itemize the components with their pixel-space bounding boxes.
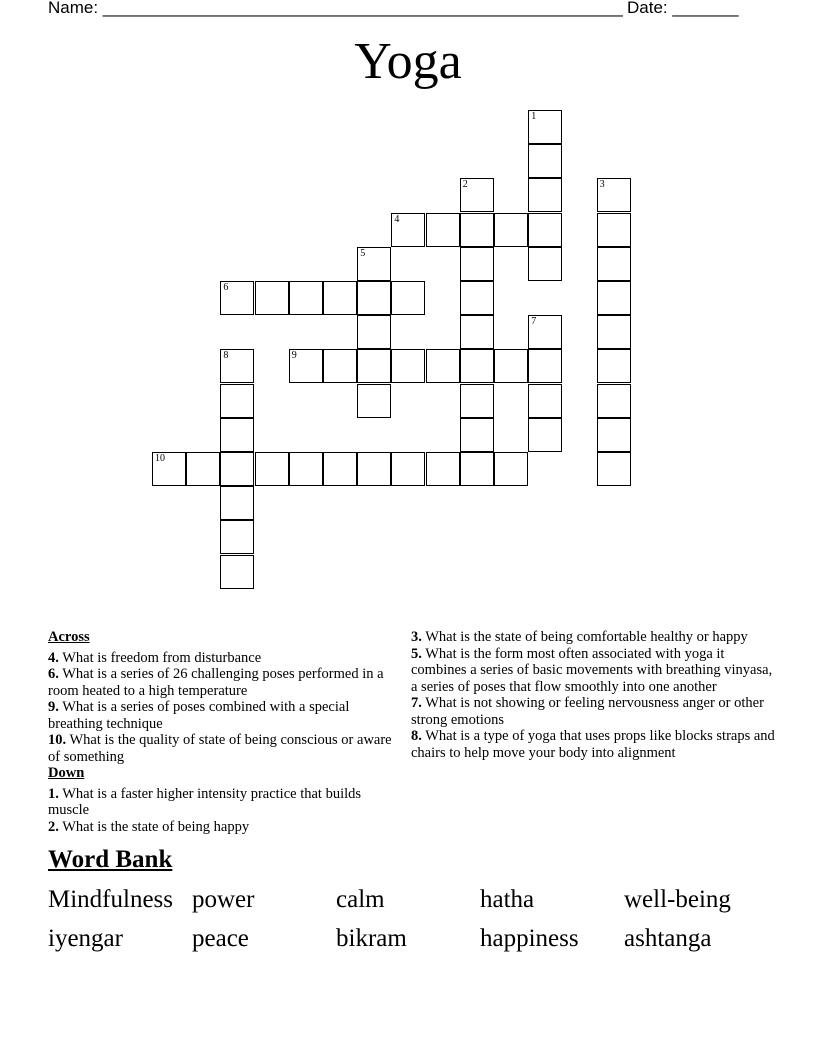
- crossword-cell[interactable]: [323, 281, 357, 315]
- crossword-cell[interactable]: [289, 452, 323, 486]
- word-bank-row: [48, 919, 808, 958]
- crossword-cell[interactable]: [528, 384, 562, 418]
- clues-right-column: [411, 629, 781, 761]
- crossword-cell[interactable]: [460, 349, 494, 383]
- clue-number: 3: [599, 179, 605, 191]
- crossword-cell[interactable]: [289, 281, 323, 315]
- across-heading: Across: [48, 629, 90, 645]
- crossword-cell[interactable]: [597, 281, 631, 315]
- crossword-cell[interactable]: [323, 349, 357, 383]
- word-bank: [48, 880, 808, 958]
- crossword-cell[interactable]: [528, 315, 562, 349]
- crossword-cell[interactable]: [220, 349, 254, 383]
- crossword-cell[interactable]: [426, 213, 460, 247]
- crossword-cell[interactable]: [391, 349, 425, 383]
- crossword-cell[interactable]: [597, 315, 631, 349]
- crossword-cell[interactable]: [460, 384, 494, 418]
- clue-number: 2: [462, 179, 468, 191]
- word-bank-item: peace: [192, 924, 249, 952]
- down-heading: Down: [48, 765, 85, 781]
- word-bank-item: power: [192, 885, 255, 913]
- crossword-cell[interactable]: [357, 315, 391, 349]
- down-clue-3: 3. What is the state of being comfortable healthy or happy: [411, 629, 748, 645]
- down-clue-1: 1. What is a faster higher intensity practice that builds muscle: [48, 785, 362, 818]
- word-bank-item: Mindfulness: [48, 885, 173, 913]
- word-bank-item: hatha: [480, 885, 535, 913]
- crossword-cell[interactable]: [220, 418, 254, 452]
- crossword-cell[interactable]: [152, 452, 186, 486]
- crossword-cell[interactable]: [357, 247, 391, 281]
- crossword-cell[interactable]: [597, 178, 631, 212]
- across-clue-6: 6. What is a series of 26 challenging poses performed in a room heated to a high temperature: [48, 666, 384, 699]
- crossword-cell[interactable]: [528, 247, 562, 281]
- across-clue-10: 10. What is the quality of state of being conscious or aware of something: [48, 732, 392, 765]
- clue-number: 6: [223, 282, 229, 293]
- crossword-cell[interactable]: [528, 418, 562, 452]
- crossword-cell[interactable]: [528, 178, 562, 212]
- crossword-cell[interactable]: [528, 110, 562, 144]
- crossword-cell[interactable]: [460, 315, 494, 349]
- clue-number: 4: [394, 213, 400, 225]
- down-clue-2: 2. What is the state of being happy: [48, 818, 250, 835]
- crossword-cell[interactable]: [460, 178, 494, 212]
- crossword-cell[interactable]: [391, 452, 425, 486]
- crossword-cell[interactable]: [220, 555, 254, 589]
- crossword-cell[interactable]: [597, 349, 631, 383]
- name-field: Name: _______________________________________________________: [48, 0, 623, 17]
- crossword-cell[interactable]: [357, 384, 391, 418]
- word-bank-item: calm: [336, 885, 385, 913]
- crossword-cell[interactable]: [460, 281, 494, 315]
- crossword-cell[interactable]: [255, 281, 289, 315]
- crossword-cell[interactable]: [220, 486, 254, 520]
- crossword-cell[interactable]: [597, 384, 631, 418]
- crossword-cell[interactable]: [391, 213, 425, 247]
- crossword-cell[interactable]: [528, 144, 562, 178]
- crossword-cell[interactable]: [494, 452, 528, 486]
- word-bank-item: iyengar: [48, 924, 123, 952]
- crossword-cell[interactable]: [357, 349, 391, 383]
- date-field: Date: _______: [627, 0, 739, 17]
- crossword-cell[interactable]: [323, 452, 357, 486]
- crossword-cell[interactable]: [597, 213, 631, 247]
- crossword-cell[interactable]: [460, 418, 494, 452]
- crossword-cell[interactable]: [255, 452, 289, 486]
- crossword-cell[interactable]: [220, 281, 254, 315]
- crossword-cell[interactable]: [460, 247, 494, 281]
- crossword-cell[interactable]: [494, 349, 528, 383]
- crossword-cell[interactable]: [494, 213, 528, 247]
- crossword-cell[interactable]: [460, 452, 494, 486]
- crossword-cell[interactable]: [528, 349, 562, 383]
- crossword-cell[interactable]: [426, 349, 460, 383]
- down-clue-5: 5. What is the form most often associated with yoga it combines a series of basic movements with breathing vinyasa, a series of poses that flow smoothly into one another: [411, 645, 773, 695]
- crossword-cell[interactable]: [220, 520, 254, 554]
- across-clue-9: 9. What is a series of poses combined with a special breathing technique: [48, 699, 350, 732]
- clues-left-column: [48, 629, 398, 835]
- crossword-cell[interactable]: [426, 452, 460, 486]
- down-clue-8: 8. What is a type of yoga that uses props like blocks straps and chairs to help move your body into alignment: [411, 728, 775, 761]
- word-bank-item: ashtanga: [624, 924, 712, 952]
- word-bank-title: Word Bank: [48, 846, 173, 873]
- crossword-cell[interactable]: [289, 349, 323, 383]
- word-bank-item: bikram: [336, 924, 407, 952]
- crossword-cell[interactable]: [186, 452, 220, 486]
- across-clue-4: 4. What is freedom from disturbance: [48, 649, 262, 666]
- clue-number: 9: [291, 350, 297, 362]
- crossword-cell[interactable]: [460, 213, 494, 247]
- word-bank-item: well-being: [624, 885, 731, 913]
- crossword-cell[interactable]: [220, 384, 254, 418]
- crossword-cell[interactable]: [391, 281, 425, 315]
- crossword-cell[interactable]: [528, 213, 562, 247]
- word-bank-item: happiness: [480, 924, 579, 952]
- crossword-cell[interactable]: [357, 281, 391, 315]
- clue-number: 8: [223, 350, 229, 362]
- page-title: Yoga: [354, 33, 462, 90]
- clue-number: 10: [155, 453, 165, 464]
- crossword-cell[interactable]: [357, 452, 391, 486]
- clue-number: 5: [360, 247, 366, 259]
- crossword-cell[interactable]: [597, 452, 631, 486]
- crossword-cell[interactable]: [597, 418, 631, 452]
- crossword-cell[interactable]: [220, 452, 254, 486]
- clue-number: 7: [531, 316, 537, 328]
- down-clue-7: 7. What is not showing or feeling nervousness anger or other strong emotions: [411, 695, 764, 728]
- clue-number: 1: [531, 111, 537, 122]
- word-bank-row: [48, 880, 808, 919]
- crossword-cell[interactable]: [597, 247, 631, 281]
